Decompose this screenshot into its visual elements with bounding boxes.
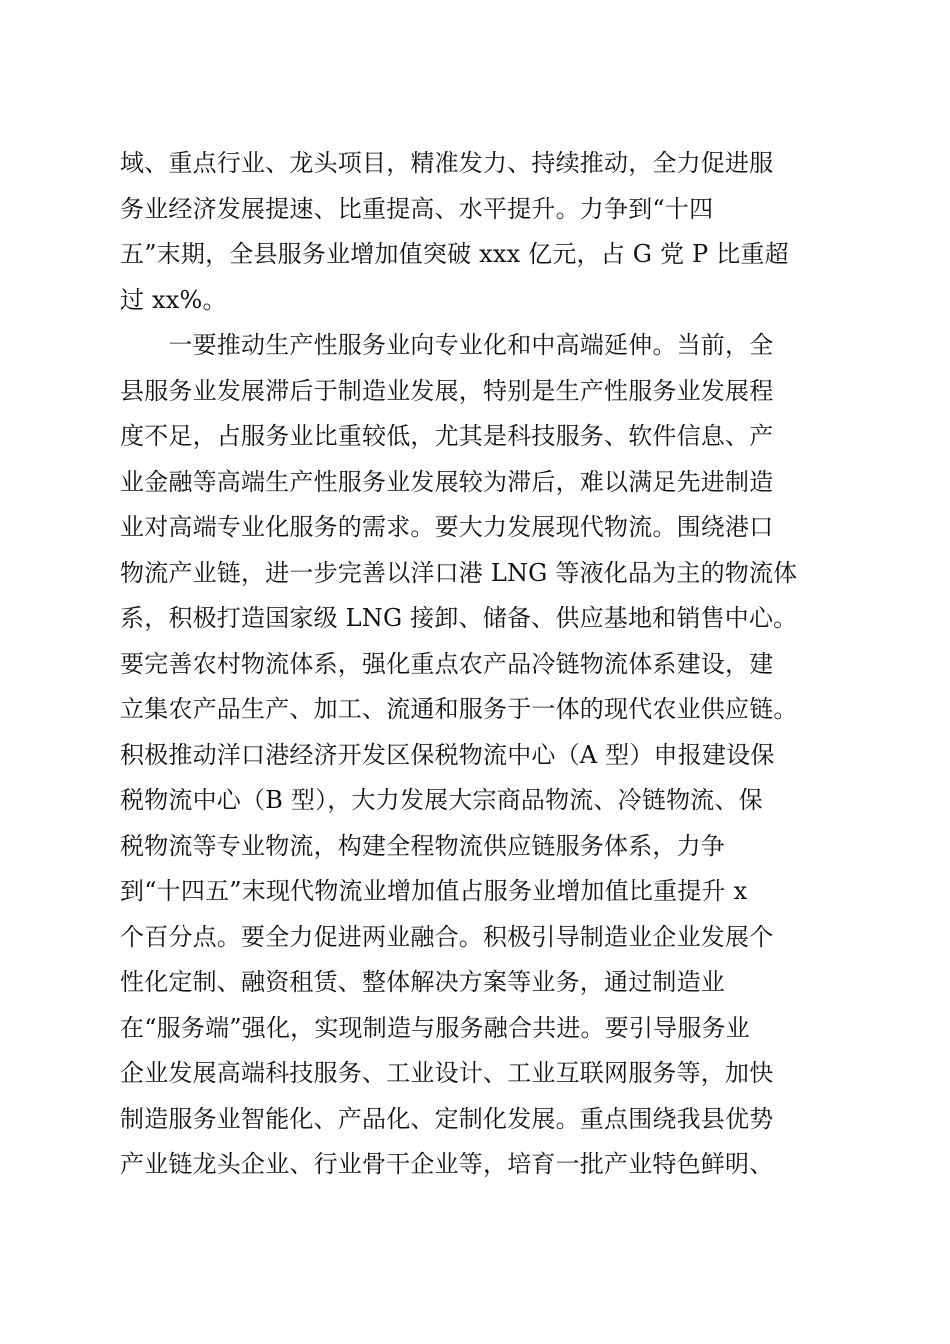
text-line: 物流产业链，进一步完善以洋口港 LNG 等液化品为主的物流体 [120,558,798,587]
text-line: 五”末期，全县服务业增加值突破 xxx 亿元，占 G 党 P 比重超 [120,240,789,268]
text-line: 制造服务业智能化、产品化、定制化发展。重点围绕我县优势 [120,1104,774,1133]
text-line: 务业经济发展提速、比重提高、水平提升。力争到“十四 [120,194,714,223]
text-line: 县服务业发展滞后于制造业发展，特别是生产性服务业发展程 [120,376,774,405]
text-line: 到“十四五”末现代物流业增加值占服务业增加值比重提升 x [120,877,748,905]
body-text [120,141,825,1188]
text-line: 要完善农村物流体系，强化重点农产品冷链物流体系建设，建 [120,649,774,678]
text-line: 域、重点行业、龙头项目，精准发力、持续推动，全力促进服 [120,149,774,177]
text-line: 性化定制、融资租赁、整体解决方案等业务，通过制造业 [120,968,725,996]
text-line: 产业链龙头企业、行业骨干企业等，培育一批产业特色鲜明、 [120,1150,774,1178]
text-line: 系，积极打造国家级 LNG 接卸、储备、供应基地和销售中心。 [120,604,798,632]
text-line: 业金融等高端生产性服务业发展较为滞后，难以满足先进制造 [120,467,774,496]
text-line: 立集农产品生产、加工、流通和服务于一体的现代农业供应链。 [120,695,798,723]
text-line: 度不足，占服务业比重较低，尤其是科技服务、软件信息、产 [120,422,774,450]
text-line: 在“服务端”强化，实现制造与服务融合共进。要引导服务业 [120,1013,750,1042]
text-line: 税物流中心（B 型），大力发展大宗商品物流、冷链物流、保 [120,786,763,814]
text-line: 个百分点。要全力促进两业融合。积极引导制造业企业发展个 [120,922,774,951]
text-line: 积极推动洋口港经济开发区保税物流中心（A 型）申报建设保 [120,740,775,769]
text-line: 过 xx%。 [120,285,227,314]
text-line: 税物流等专业物流，构建全程物流供应链服务体系，力争 [120,831,725,860]
text-line: 企业发展高端科技服务、工业设计、工业互联网服务等，加快 [120,1059,774,1087]
paragraph-start-line: 一要推动生产性服务业向专业化和中高端延伸。当前，全 [120,331,774,359]
text-line: 业对高端专业化服务的需求。要大力发展现代物流。围绕港口 [120,513,774,541]
